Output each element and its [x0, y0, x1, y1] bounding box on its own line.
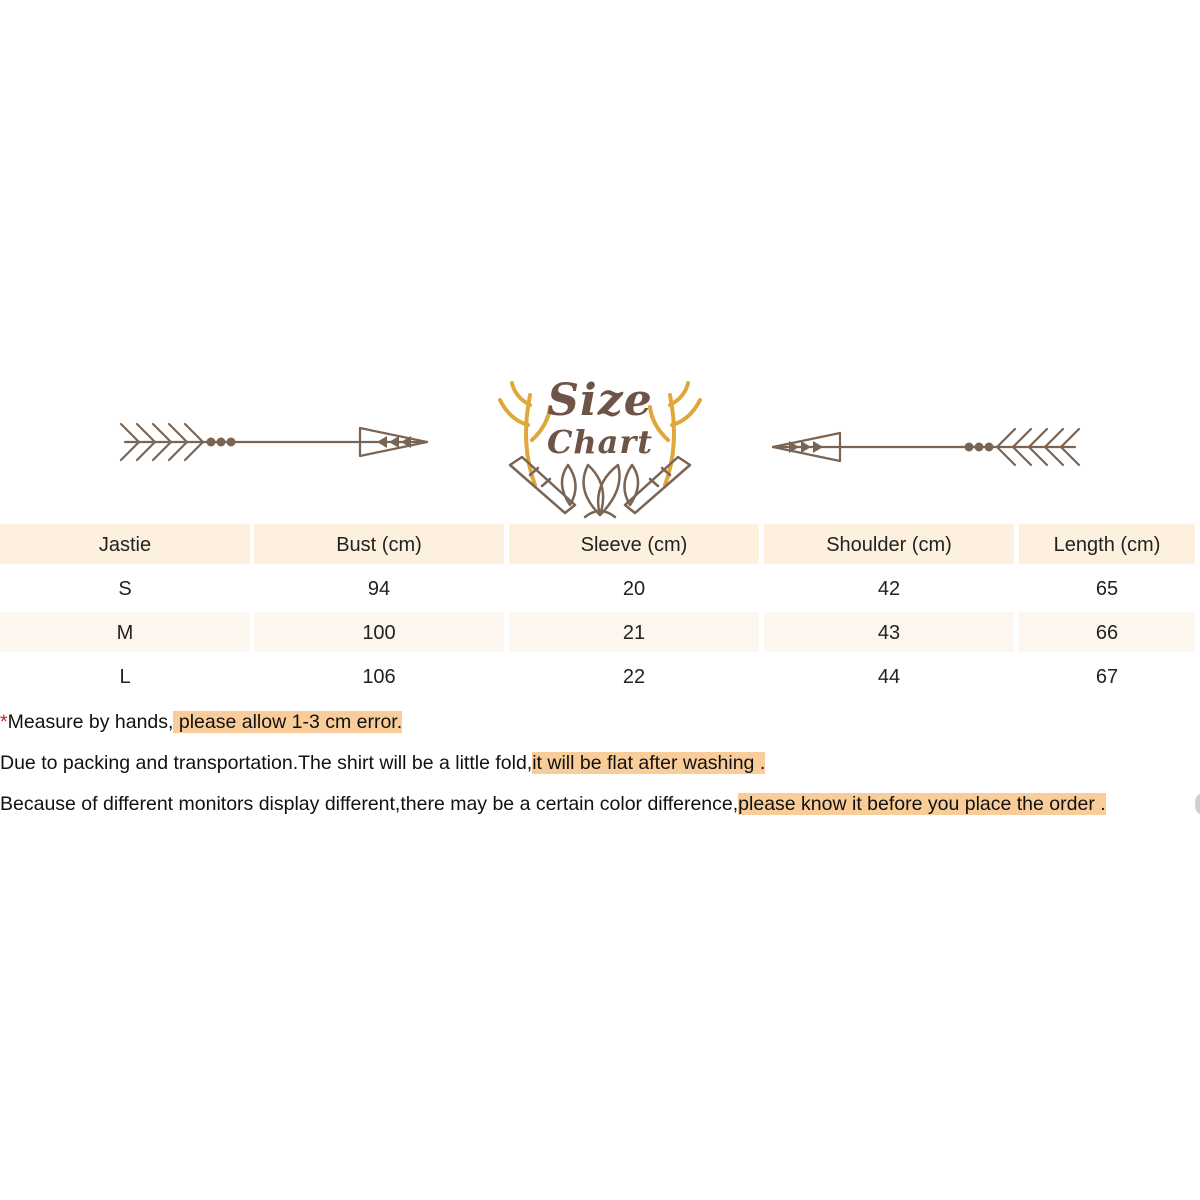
table-cell: 20 [622, 578, 646, 600]
table-cell: 100 [254, 612, 504, 652]
logo-title-chart: Chart [546, 423, 654, 461]
logo-title-size: Size [547, 375, 653, 426]
table-cell: 66 [1019, 612, 1195, 652]
table-cell: 44 [877, 666, 901, 688]
arrow-left-icon [765, 415, 1085, 475]
table-cell: 106 [362, 666, 396, 688]
note-text: Measure by hands, [7, 711, 174, 733]
note-text: Due to packing and transportation.The shirt will be a little fold, [0, 752, 533, 774]
table-row [0, 568, 1200, 608]
table-cell: M [0, 612, 250, 652]
edge-decoration [1195, 794, 1200, 814]
note-measure [0, 711, 402, 734]
header-cell: Bust (cm) [254, 524, 504, 564]
note-color [0, 793, 1106, 816]
table-cell: 21 [509, 612, 759, 652]
header-cell: Jastie [0, 524, 250, 564]
note-text: Because of different monitors display different,there may be a certain color difference, [0, 793, 739, 815]
table-cell: 94 [367, 578, 391, 600]
table-cell: L [119, 666, 131, 688]
note-highlight: it will be flat after washing . [532, 752, 766, 774]
note-packing [0, 752, 765, 775]
header-cell: Sleeve (cm) [509, 524, 759, 564]
header-cell: Length (cm) [1019, 524, 1195, 564]
arrow-right-icon [115, 410, 435, 470]
table-row [0, 612, 1200, 652]
note-asterisk: * [0, 711, 8, 733]
table-row [0, 656, 1200, 696]
table-cell: 42 [877, 578, 901, 600]
table-cell: 65 [1095, 578, 1119, 600]
table-header-row [0, 524, 1200, 564]
header-cell: Shoulder (cm) [764, 524, 1014, 564]
size-chart-logo [470, 365, 730, 520]
table-cell: 43 [764, 612, 1014, 652]
table-cell: S [118, 578, 132, 600]
table-cell: 67 [1095, 666, 1119, 688]
table-cell: 22 [622, 666, 646, 688]
note-highlight: please allow 1-3 cm error. [173, 711, 403, 733]
note-highlight: please know it before you place the order . [738, 793, 1106, 815]
